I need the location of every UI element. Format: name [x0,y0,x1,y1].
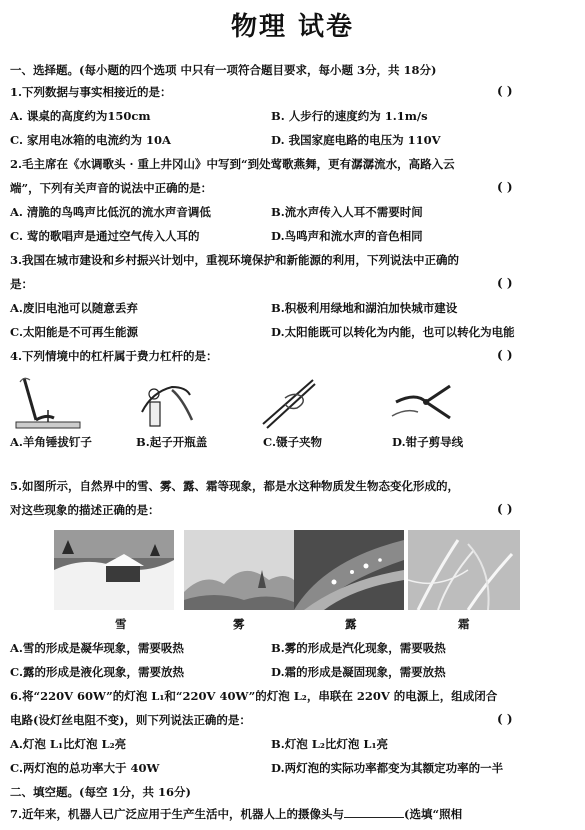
q7-answer-blank[interactable] [344,806,404,818]
q5-option-d: D.霜的形成是凝固现象，需要放热 [271,665,446,679]
q1-option-c: C. 家用电冰箱的电流约为 10A [10,133,171,147]
q5-answer-paren: ( ) [497,502,513,516]
q3-option-b: B.积极利用绿地和湖泊加快城市建设 [271,301,458,315]
q6-stem-line2: 电路(设灯丝电阻不变)，则下列说法正确的是： [10,713,251,727]
q2-stem-line1: 2.毛主席在《水调歌头 · 重上井冈山》中写到“到处莺歌燕舞，更有潺潺流水，高路入云 [10,157,455,171]
pliers-sketch [388,372,458,432]
q2-option-c: C. 莺的歌唱声是通过空气传入人耳的 [10,229,200,243]
tweezers-sketch [255,372,325,432]
section-1-heading: 一、选择题。(每小题的四个选项 中只有一项符合题目要求，每小题 3分，共 18分) [10,63,437,77]
q3-stem-line2: 是： [10,277,33,291]
fog-photo [184,530,294,610]
q5-stem-line1: 5.如图所示，自然界中的雪、雾、露、霜等现象，都是水这种物质发生物态变化形成的， [10,479,460,493]
q2-option-d: D.鸟鸣声和流水声的音色相同 [271,229,423,243]
q3-stem-line1: 3.我国在城市建设和乡村振兴计划中，重视环境保护和新能源的利用，下列说法中正确的 [10,253,460,267]
q4-option-b: B.起子开瓶盖 [136,435,208,449]
q5-option-a: A.雪的形成是凝华现象，需要吸热 [10,641,184,655]
q2-option-a: A. 清脆的鸟鸣声比低沉的流水声音调低 [10,205,211,219]
q1-answer-paren: ( ) [497,84,513,98]
q7-stem-prefix: 7.近年来，机器人已广泛应用于生产生活中，机器人上的摄像头与 [10,807,345,821]
snow-photo [54,530,174,610]
q1-option-a: A. 课桌的高度约为150cm [10,109,151,123]
section-2-heading: 二、填空题。(每空 1分，共 16分) [10,785,191,799]
q2-stem-line2: 端”，下列有关声音的说法中正确的是： [10,181,213,195]
caption-frost: 霜 [458,617,470,631]
q6-answer-paren: ( ) [497,712,513,726]
q2-answer-paren: ( ) [497,180,513,194]
q4-option-d: D.钳子剪导线 [392,435,464,449]
q3-answer-paren: ( ) [497,276,513,290]
q7-stem-suffix: (选填“照相 [404,807,463,821]
q6-option-c: C.两灯泡的总功率大于 40W [10,761,160,775]
q4-stem: 4.下列情境中的杠杆属于费力杠杆的是： [10,349,218,363]
dew-photo [294,530,404,610]
q7-stem [10,806,572,822]
q5-stem-line2: 对这些现象的描述正确的是： [10,503,160,517]
bottle-opener-sketch [132,372,202,432]
q3-option-a: A.废旧电池可以随意丢弃 [10,301,138,315]
q6-option-a: A.灯泡 L₁比灯泡 L₂亮 [10,737,127,751]
q2-option-b: B.流水声传入人耳不需要时间 [271,205,423,219]
claw-hammer-sketch [14,372,84,432]
caption-fog: 雾 [233,617,245,631]
page-title: 物理 试卷 [230,12,355,42]
q1-option-d: D. 我国家庭电路的电压为 110V [271,133,441,147]
caption-snow: 雪 [115,617,127,631]
q6-option-d: D.两灯泡的实际功率都变为其额定功率的一半 [271,761,504,775]
caption-dew: 露 [345,617,357,631]
q5-option-b: B.雾的形成是汽化现象，需要吸热 [271,641,446,655]
q3-option-d: D.太阳能既可以转化为内能，也可以转化为电能 [271,325,515,339]
q5-option-c: C.露的形成是液化现象，需要放热 [10,665,184,679]
frost-photo [408,530,520,610]
q4-option-c: C.镊子夹物 [263,435,322,449]
q6-stem-line1: 6.将“220V 60W”的灯泡 L₁和“220V 40W”的灯泡 L₂，串联在 220V 的电源上，组成闭合 [10,689,498,703]
q4-answer-paren: ( ) [497,348,513,362]
q4-option-a: A.羊角锤拔钉子 [10,435,92,449]
q6-option-b: B.灯泡 L₂比灯泡 L₁亮 [271,737,388,751]
q1-option-b: B. 人步行的速度约为 1.1m/s [271,109,428,123]
q3-option-c: C.太阳能是不可再生能源 [10,325,138,339]
q1-stem: 1.下列数据与事实相接近的是： [10,85,172,99]
